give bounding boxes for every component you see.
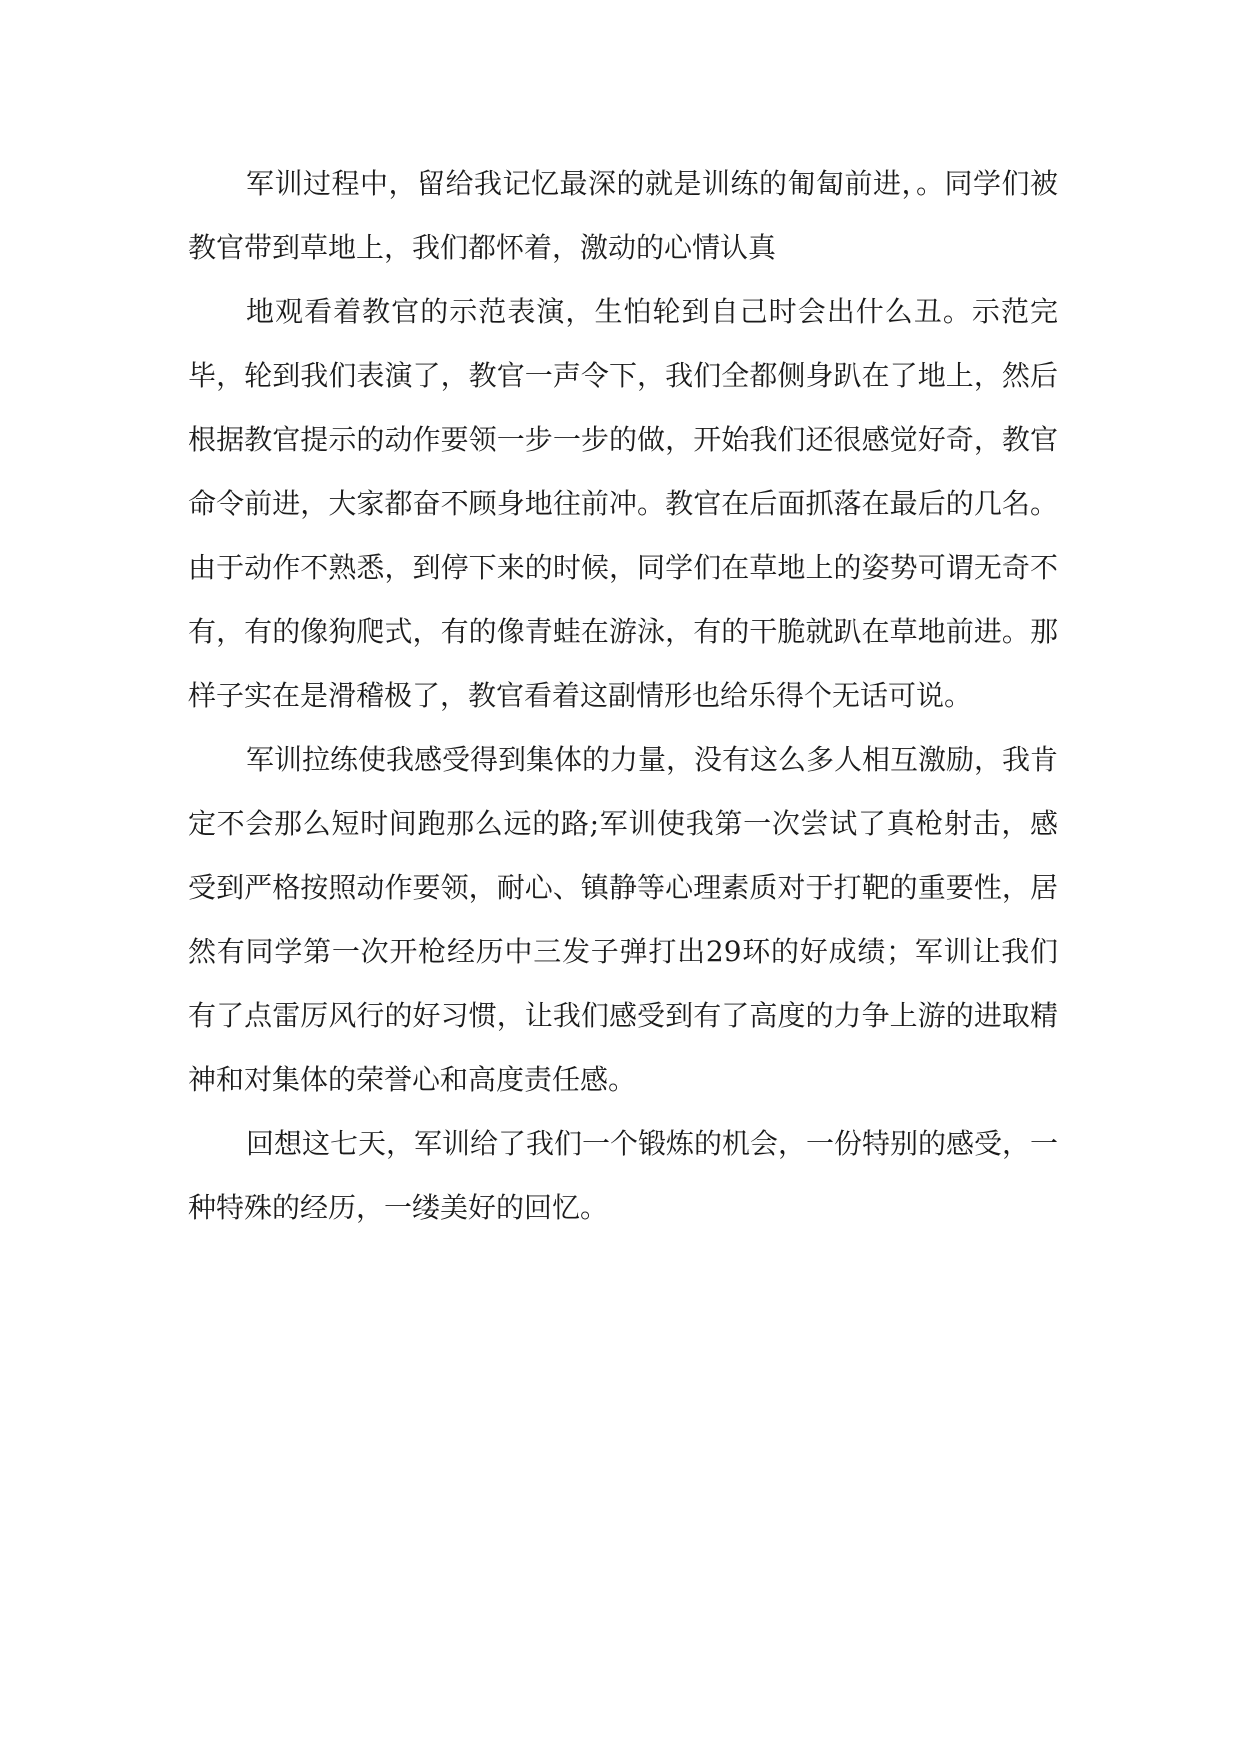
document-body <box>188 152 1058 1240</box>
paragraph-4: 回想这七天，军训给了我们一个锻炼的机会，一份特别的感受，一种特殊的经历，一缕美好的回忆。 <box>188 1127 1059 1224</box>
paragraph-3: 军训拉练使我感受得到集体的力量，没有这么多人相互激励，我肯定不会那么短时间跑那么远的路;军训使我第一次尝试了真枪射击，感受到严格按照动作要领，耐心、镇静等心理素质对于打靶的重要性，居然有同学第一次开枪经历中三发子弹打出29环的好成绩；军训让我们有了点雷厉风行的好习惯，让我们感受到有了高度的力争上游的进取精神和对集体的荣誉心和高度责任感。 <box>188 743 1059 1096</box>
paragraph-2: 地观看着教官的示范表演，生怕轮到自己时会出什么丑。示范完毕，轮到我们表演了，教官一声令下，我们全都侧身趴在了地上，然后根据教官提示的动作要领一步一步的做，开始我们还很感觉好奇，教官命令前进，大家都奋不顾身地往前冲。教官在后面抓落在最后的几名。由于动作不熟悉，到停下来的时候，同学们在草地上的姿势可谓无奇不有，有的像狗爬式，有的像青蛙在游泳，有的干脆就趴在草地前进。那样子实在是滑稽极了，教官看着这副情形也给乐得个无话可说。 <box>188 295 1058 712</box>
paragraph-1: 军训过程中，留给我记忆最深的就是训练的匍匐前进，。同学们被教官带到草地上，我们都怀着，激动的心情认真 <box>188 167 1058 264</box>
